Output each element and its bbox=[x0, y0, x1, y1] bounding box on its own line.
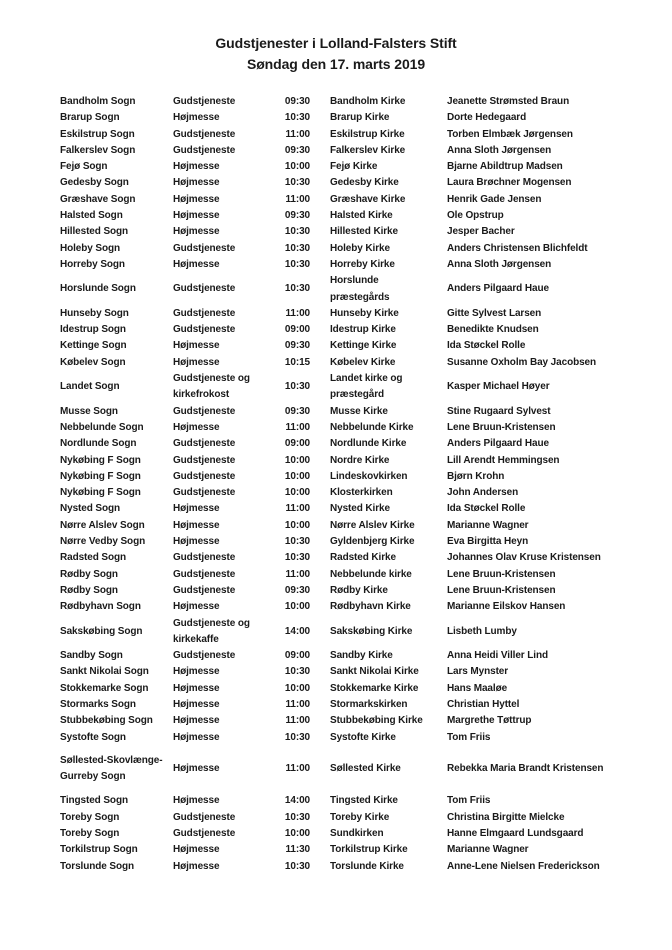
celebrant-cell: Lene Bruun-Kristensen bbox=[447, 421, 556, 433]
church-cell: Halsted Kirke bbox=[330, 210, 393, 222]
table-row bbox=[60, 127, 660, 143]
time-cell: 10:00 bbox=[284, 682, 310, 694]
service-type-cell: Gudstjeneste bbox=[173, 283, 236, 295]
table-row bbox=[60, 192, 660, 208]
church-cell: Sankt Nikolai Kirke bbox=[330, 666, 419, 678]
church-cell: Horslunde præstegårds bbox=[330, 275, 390, 303]
service-type-cell: Højmesse bbox=[173, 177, 220, 189]
celebrant-cell: Christian Hyttel bbox=[447, 698, 520, 710]
table-row bbox=[60, 697, 660, 713]
parish-cell: Sandby Sogn bbox=[60, 650, 123, 662]
celebrant-cell: Marianne Wagner bbox=[447, 844, 529, 856]
celebrant-cell: Stine Rugaard Sylvest bbox=[447, 405, 551, 417]
church-cell: Eskilstrup Kirke bbox=[330, 128, 405, 140]
service-type-cell: Højmesse bbox=[173, 340, 220, 352]
parish-cell: Kettinge Sogn bbox=[60, 340, 127, 352]
church-cell: Nebbelunde kirke bbox=[330, 568, 412, 580]
parish-cell: Nebbelunde Sogn bbox=[60, 421, 144, 433]
time-cell: 10:30 bbox=[284, 242, 310, 254]
time-cell: 10:30 bbox=[284, 258, 310, 270]
celebrant-cell: Johannes Olav Kruse Kristensen bbox=[447, 552, 601, 564]
service-type-cell: Gudstjeneste og kirkefrokost bbox=[173, 373, 250, 401]
time-cell: 10:30 bbox=[284, 666, 310, 678]
celebrant-cell: Laura Brøchner Mogensen bbox=[447, 177, 572, 189]
time-cell: 10:30 bbox=[284, 381, 310, 393]
time-cell: 11:30 bbox=[285, 844, 310, 856]
table-row bbox=[60, 469, 660, 485]
parish-cell: Nørre Vedby Sogn bbox=[60, 536, 146, 548]
service-type-cell: Højmesse bbox=[173, 503, 220, 515]
table-row bbox=[60, 730, 660, 746]
parish-cell: Hunseby Sogn bbox=[60, 307, 129, 319]
table-row bbox=[60, 420, 660, 436]
service-type-cell: Højmesse bbox=[173, 193, 220, 205]
celebrant-cell: Torben Elmbæk Jørgensen bbox=[447, 128, 573, 140]
service-type-cell: Højmesse bbox=[173, 715, 220, 727]
service-type-cell: Højmesse bbox=[173, 601, 220, 613]
time-cell: 10:30 bbox=[284, 177, 310, 189]
table-row bbox=[60, 322, 660, 338]
celebrant-cell: Ole Opstrup bbox=[447, 210, 504, 222]
table-row bbox=[60, 273, 660, 306]
parish-cell: Horreby Sogn bbox=[60, 258, 125, 270]
parish-cell: Musse Sogn bbox=[60, 405, 118, 417]
celebrant-cell: Dorte Hedegaard bbox=[447, 112, 527, 124]
celebrant-cell: Anders Christensen Blichfeldt bbox=[447, 242, 588, 254]
time-cell: 09:00 bbox=[284, 650, 310, 662]
table-row bbox=[60, 842, 660, 858]
church-cell: Nordlunde Kirke bbox=[330, 438, 407, 450]
time-cell: 10:00 bbox=[284, 454, 310, 466]
time-cell: 10:30 bbox=[284, 112, 310, 124]
service-type-cell: Højmesse bbox=[173, 844, 220, 856]
church-cell: Systofte Kirke bbox=[330, 731, 396, 743]
celebrant-cell: Ida Støckel Rolle bbox=[447, 340, 526, 352]
parish-cell: Sakskøbing Sogn bbox=[60, 625, 143, 637]
document-title bbox=[0, 0, 672, 75]
parish-cell: Halsted Sogn bbox=[60, 210, 123, 222]
parish-cell: Stokkemarke Sogn bbox=[60, 682, 149, 694]
celebrant-cell: Anne-Lene Nielsen Frederickson bbox=[447, 860, 600, 872]
church-cell: Tingsted Kirke bbox=[330, 795, 398, 807]
time-cell: 10:30 bbox=[284, 552, 310, 564]
service-type-cell: Gudstjeneste bbox=[173, 438, 236, 450]
church-cell: Rødby Kirke bbox=[330, 584, 388, 596]
parish-cell: Eskilstrup Sogn bbox=[60, 128, 135, 140]
celebrant-cell: Anders Pilgaard Haue bbox=[447, 438, 549, 450]
time-cell: 10:30 bbox=[284, 860, 310, 872]
celebrant-cell: Anna Heidi Viller Lind bbox=[447, 650, 548, 662]
table-row bbox=[60, 175, 660, 191]
church-cell: Søllested Kirke bbox=[330, 763, 401, 775]
church-cell: Købelev Kirke bbox=[330, 356, 396, 368]
title-line-1: Gudstjenester i Lolland-Falsters Stift bbox=[215, 35, 457, 51]
time-cell: 11:00 bbox=[285, 193, 310, 205]
time-cell: 11:00 bbox=[285, 421, 310, 433]
table-row bbox=[60, 94, 660, 110]
table-row bbox=[60, 713, 660, 729]
service-type-cell: Gudstjeneste bbox=[173, 324, 236, 336]
service-type-cell: Gudstjeneste bbox=[173, 405, 236, 417]
celebrant-cell: Marianne Eilskov Hansen bbox=[447, 601, 566, 613]
church-cell: Gyldenbjerg Kirke bbox=[330, 536, 415, 548]
celebrant-cell: Margrethe Tøttrup bbox=[447, 715, 532, 727]
parish-cell: Stubbekøbing Sogn bbox=[60, 715, 153, 727]
church-cell: Hillested Kirke bbox=[330, 226, 398, 238]
church-cell: Musse Kirke bbox=[330, 405, 388, 417]
church-cell: Toreby Kirke bbox=[330, 811, 390, 823]
church-cell: Stokkemarke Kirke bbox=[330, 682, 419, 694]
table-row bbox=[60, 793, 660, 809]
celebrant-cell: John Andersen bbox=[447, 487, 519, 499]
church-cell: Lindeskovkirken bbox=[330, 470, 408, 482]
time-cell: 10:00 bbox=[284, 519, 310, 531]
time-cell: 09:30 bbox=[284, 210, 310, 222]
celebrant-cell: Ida Støckel Rolle bbox=[447, 503, 526, 515]
time-cell: 09:00 bbox=[284, 324, 310, 336]
service-type-cell: Højmesse bbox=[173, 860, 220, 872]
time-cell: 10:00 bbox=[284, 161, 310, 173]
title-line-2: Søndag den 17. marts 2019 bbox=[246, 56, 426, 72]
service-type-cell: Højmesse bbox=[173, 698, 220, 710]
celebrant-cell: Gitte Sylvest Larsen bbox=[447, 307, 542, 319]
service-type-cell: Højmesse bbox=[173, 682, 220, 694]
celebrant-cell: Susanne Oxholm Bay Jacobsen bbox=[447, 356, 597, 368]
parish-cell: Stormarks Sogn bbox=[60, 698, 136, 710]
parish-cell: Toreby Sogn bbox=[60, 811, 120, 823]
parish-cell: Torslunde Sogn bbox=[60, 860, 134, 872]
table-row bbox=[60, 826, 660, 842]
time-cell: 09:30 bbox=[284, 340, 310, 352]
celebrant-cell: Bjørn Krohn bbox=[447, 470, 505, 482]
church-cell: Stormarkskirken bbox=[330, 698, 408, 710]
service-type-cell: Gudstjeneste bbox=[173, 96, 236, 107]
table-row bbox=[60, 208, 660, 224]
service-type-cell: Gudstjeneste bbox=[173, 454, 236, 466]
service-type-cell: Gudstjeneste bbox=[173, 242, 236, 254]
service-type-cell: Gudstjeneste bbox=[173, 828, 236, 840]
service-type-cell: Gudstjeneste bbox=[173, 307, 236, 319]
parish-cell: Landet Sogn bbox=[60, 381, 120, 393]
parish-cell: Rødby Sogn bbox=[60, 568, 118, 580]
parish-cell: Nykøbing F Sogn bbox=[60, 487, 141, 499]
parish-cell: Græshave Sogn bbox=[60, 193, 136, 205]
celebrant-cell: Lill Arendt Hemmingsen bbox=[447, 454, 560, 466]
parish-cell: Falkerslev Sogn bbox=[60, 144, 136, 156]
table-row bbox=[60, 518, 660, 534]
church-cell: Stubbekøbing Kirke bbox=[330, 715, 423, 727]
celebrant-cell: Tom Friis bbox=[447, 731, 491, 743]
church-cell: Nørre Alslev Kirke bbox=[330, 519, 415, 531]
parish-cell: Gedesby Sogn bbox=[60, 177, 129, 189]
time-cell: 11:00 bbox=[285, 128, 310, 140]
church-cell: Brarup Kirke bbox=[330, 112, 390, 124]
time-cell: 09:30 bbox=[284, 584, 310, 596]
celebrant-cell: Hans Maaløe bbox=[447, 682, 508, 694]
church-cell: Nordre Kirke bbox=[330, 454, 390, 466]
service-type-cell: Højmesse bbox=[173, 666, 220, 678]
time-cell: 11:00 bbox=[285, 568, 310, 580]
time-cell: 11:00 bbox=[285, 307, 310, 319]
time-cell: 11:00 bbox=[285, 763, 310, 775]
parish-cell: Søllested-Skovlænge-Gurreby Sogn bbox=[60, 754, 163, 783]
table-row bbox=[60, 616, 660, 649]
church-cell: Holeby Kirke bbox=[330, 242, 390, 254]
celebrant-cell: Christina Birgitte Mielcke bbox=[447, 811, 565, 823]
celebrant-cell: Kasper Michael Høyer bbox=[447, 381, 550, 393]
celebrant-cell: Jesper Bacher bbox=[447, 226, 515, 238]
parish-cell: Nørre Alslev Sogn bbox=[60, 519, 145, 531]
table-row bbox=[60, 436, 660, 452]
celebrant-cell: Lars Mynster bbox=[447, 666, 509, 678]
parish-cell: Radsted Sogn bbox=[60, 552, 127, 564]
service-type-cell: Højmesse bbox=[173, 795, 220, 807]
table-row bbox=[60, 501, 660, 517]
service-type-cell: Gudstjeneste bbox=[173, 811, 236, 823]
service-type-cell: Højmesse bbox=[173, 731, 220, 743]
church-cell: Klosterkirken bbox=[330, 487, 393, 499]
service-type-cell: Højmesse bbox=[173, 258, 220, 270]
church-cell: Falkerslev Kirke bbox=[330, 144, 406, 156]
table-row bbox=[60, 371, 660, 404]
parish-cell: Brarup Sogn bbox=[60, 112, 120, 124]
table-row bbox=[60, 143, 660, 159]
parish-cell: Nysted Sogn bbox=[60, 503, 121, 515]
table-row bbox=[60, 338, 660, 354]
service-type-cell: Højmesse bbox=[173, 763, 220, 775]
parish-cell: Toreby Sogn bbox=[60, 828, 120, 840]
time-cell: 14:00 bbox=[284, 795, 310, 807]
time-cell: 10:30 bbox=[284, 811, 310, 823]
celebrant-cell: Henrik Gade Jensen bbox=[447, 193, 542, 205]
service-type-cell: Gudstjeneste bbox=[173, 584, 236, 596]
celebrant-cell: Rebekka Maria Brandt Kristensen bbox=[447, 763, 604, 775]
church-cell: Radsted Kirke bbox=[330, 552, 396, 564]
celebrant-cell: Lene Bruun-Kristensen bbox=[447, 584, 556, 596]
parish-cell: Nykøbing F Sogn bbox=[60, 454, 141, 466]
table-row bbox=[60, 257, 660, 273]
time-cell: 09:30 bbox=[284, 144, 310, 156]
service-type-cell: Gudstjeneste bbox=[173, 487, 236, 499]
table-row bbox=[60, 453, 660, 469]
service-type-cell: Gudstjeneste bbox=[173, 144, 236, 156]
church-cell: Rødbyhavn Kirke bbox=[330, 601, 411, 613]
church-cell: Gedesby Kirke bbox=[330, 177, 399, 189]
table-row bbox=[60, 753, 660, 786]
church-cell: Idestrup Kirke bbox=[330, 324, 396, 336]
church-cell: Fejø Kirke bbox=[330, 161, 378, 173]
service-type-cell: Højmesse bbox=[173, 356, 220, 368]
celebrant-cell: Marianne Wagner bbox=[447, 519, 529, 531]
celebrant-cell: Hanne Elmgaard Lundsgaard bbox=[447, 828, 584, 840]
church-cell: Kettinge Kirke bbox=[330, 340, 397, 352]
time-cell: 09:00 bbox=[284, 438, 310, 450]
table-row bbox=[60, 355, 660, 371]
parish-cell: Idestrup Sogn bbox=[60, 324, 126, 336]
parish-cell: Nykøbing F Sogn bbox=[60, 470, 141, 482]
time-cell: 14:00 bbox=[284, 625, 310, 637]
table-row bbox=[60, 404, 660, 420]
table-row bbox=[60, 550, 660, 566]
celebrant-cell: Bjarne Abildtrup Madsen bbox=[447, 161, 563, 173]
service-type-cell: Højmesse bbox=[173, 421, 220, 433]
service-type-cell: Højmesse bbox=[173, 226, 220, 238]
celebrant-cell: Anna Sloth Jørgensen bbox=[447, 144, 552, 156]
service-type-cell: Gudstjeneste bbox=[173, 650, 236, 662]
celebrant-cell: Jeanette Strømsted Braun bbox=[447, 96, 570, 107]
service-type-cell: Gudstjeneste bbox=[173, 552, 236, 564]
service-type-cell: Højmesse bbox=[173, 161, 220, 173]
service-type-cell: Gudstjeneste bbox=[173, 128, 236, 140]
celebrant-cell: Tom Friis bbox=[447, 795, 491, 807]
church-cell: Nebbelunde Kirke bbox=[330, 421, 414, 433]
time-cell: 10:30 bbox=[284, 536, 310, 548]
time-cell: 10:30 bbox=[284, 731, 310, 743]
time-cell: 10:30 bbox=[284, 226, 310, 238]
time-cell: 10:00 bbox=[284, 601, 310, 613]
table-row bbox=[60, 241, 660, 257]
service-type-cell: Højmesse bbox=[173, 112, 220, 124]
celebrant-cell: Lene Bruun-Kristensen bbox=[447, 568, 556, 580]
table-row bbox=[60, 224, 660, 240]
time-cell: 11:00 bbox=[285, 503, 310, 515]
table-row bbox=[60, 681, 660, 697]
celebrant-cell: Anna Sloth Jørgensen bbox=[447, 258, 552, 270]
parish-cell: Rødbyhavn Sogn bbox=[60, 601, 141, 613]
church-cell: Græshave Kirke bbox=[330, 193, 406, 205]
parish-cell: Systofte Sogn bbox=[60, 731, 126, 743]
time-cell: 11:00 bbox=[285, 715, 310, 727]
time-cell: 10:00 bbox=[284, 828, 310, 840]
parish-cell: Rødby Sogn bbox=[60, 584, 118, 596]
church-cell: Torkilstrup Kirke bbox=[330, 844, 408, 856]
church-cell: Bandholm Kirke bbox=[330, 96, 406, 107]
service-type-cell: Gudstjeneste bbox=[173, 470, 236, 482]
service-type-cell: Højmesse bbox=[173, 519, 220, 531]
celebrant-cell: Eva Birgitta Heyn bbox=[447, 536, 529, 548]
table-row bbox=[60, 159, 660, 175]
service-type-cell: Højmesse bbox=[173, 536, 220, 548]
service-type-cell: Gudstjeneste og kirkekaffe bbox=[173, 617, 250, 645]
table-row bbox=[60, 567, 660, 583]
church-cell: Hunseby Kirke bbox=[330, 307, 399, 319]
table-row bbox=[60, 859, 660, 875]
parish-cell: Købelev Sogn bbox=[60, 356, 126, 368]
parish-cell: Horslunde Sogn bbox=[60, 283, 136, 295]
table-row bbox=[60, 583, 660, 599]
parish-cell: Nordlunde Sogn bbox=[60, 438, 137, 450]
church-cell: Nysted Kirke bbox=[330, 503, 390, 515]
time-cell: 09:30 bbox=[284, 405, 310, 417]
parish-cell: Tingsted Sogn bbox=[60, 795, 128, 807]
parish-cell: Bandholm Sogn bbox=[60, 96, 136, 107]
parish-cell: Fejø Sogn bbox=[60, 161, 108, 173]
celebrant-cell: Benedikte Knudsen bbox=[447, 324, 539, 336]
time-cell: 10:00 bbox=[284, 470, 310, 482]
service-table bbox=[60, 94, 660, 875]
table-row bbox=[60, 110, 660, 126]
parish-cell: Hillested Sogn bbox=[60, 226, 129, 238]
celebrant-cell: Anders Pilgaard Haue bbox=[447, 283, 549, 295]
table-row bbox=[60, 485, 660, 501]
church-cell: Sandby Kirke bbox=[330, 650, 393, 662]
parish-cell: Torkilstrup Sogn bbox=[60, 844, 138, 856]
time-cell: 10:30 bbox=[284, 283, 310, 295]
church-cell: Sundkirken bbox=[330, 828, 384, 840]
time-cell: 11:00 bbox=[285, 698, 310, 710]
parish-cell: Sankt Nikolai Sogn bbox=[60, 666, 149, 678]
church-cell: Landet kirke og præstegård bbox=[330, 373, 403, 401]
table-row bbox=[60, 599, 660, 615]
celebrant-cell: Lisbeth Lumby bbox=[447, 625, 517, 637]
service-type-cell: Højmesse bbox=[173, 210, 220, 222]
table-row bbox=[60, 810, 660, 826]
time-cell: 10:00 bbox=[284, 487, 310, 499]
church-cell: Horreby Kirke bbox=[330, 258, 395, 270]
church-cell: Torslunde Kirke bbox=[330, 860, 404, 872]
table-row bbox=[60, 648, 660, 664]
table-row bbox=[60, 664, 660, 680]
church-cell: Sakskøbing Kirke bbox=[330, 625, 413, 637]
time-cell: 09:30 bbox=[284, 96, 310, 107]
table-row bbox=[60, 534, 660, 550]
time-cell: 10:15 bbox=[284, 356, 310, 368]
table-row bbox=[60, 306, 660, 322]
service-type-cell: Gudstjeneste bbox=[173, 568, 236, 580]
parish-cell: Holeby Sogn bbox=[60, 242, 121, 254]
